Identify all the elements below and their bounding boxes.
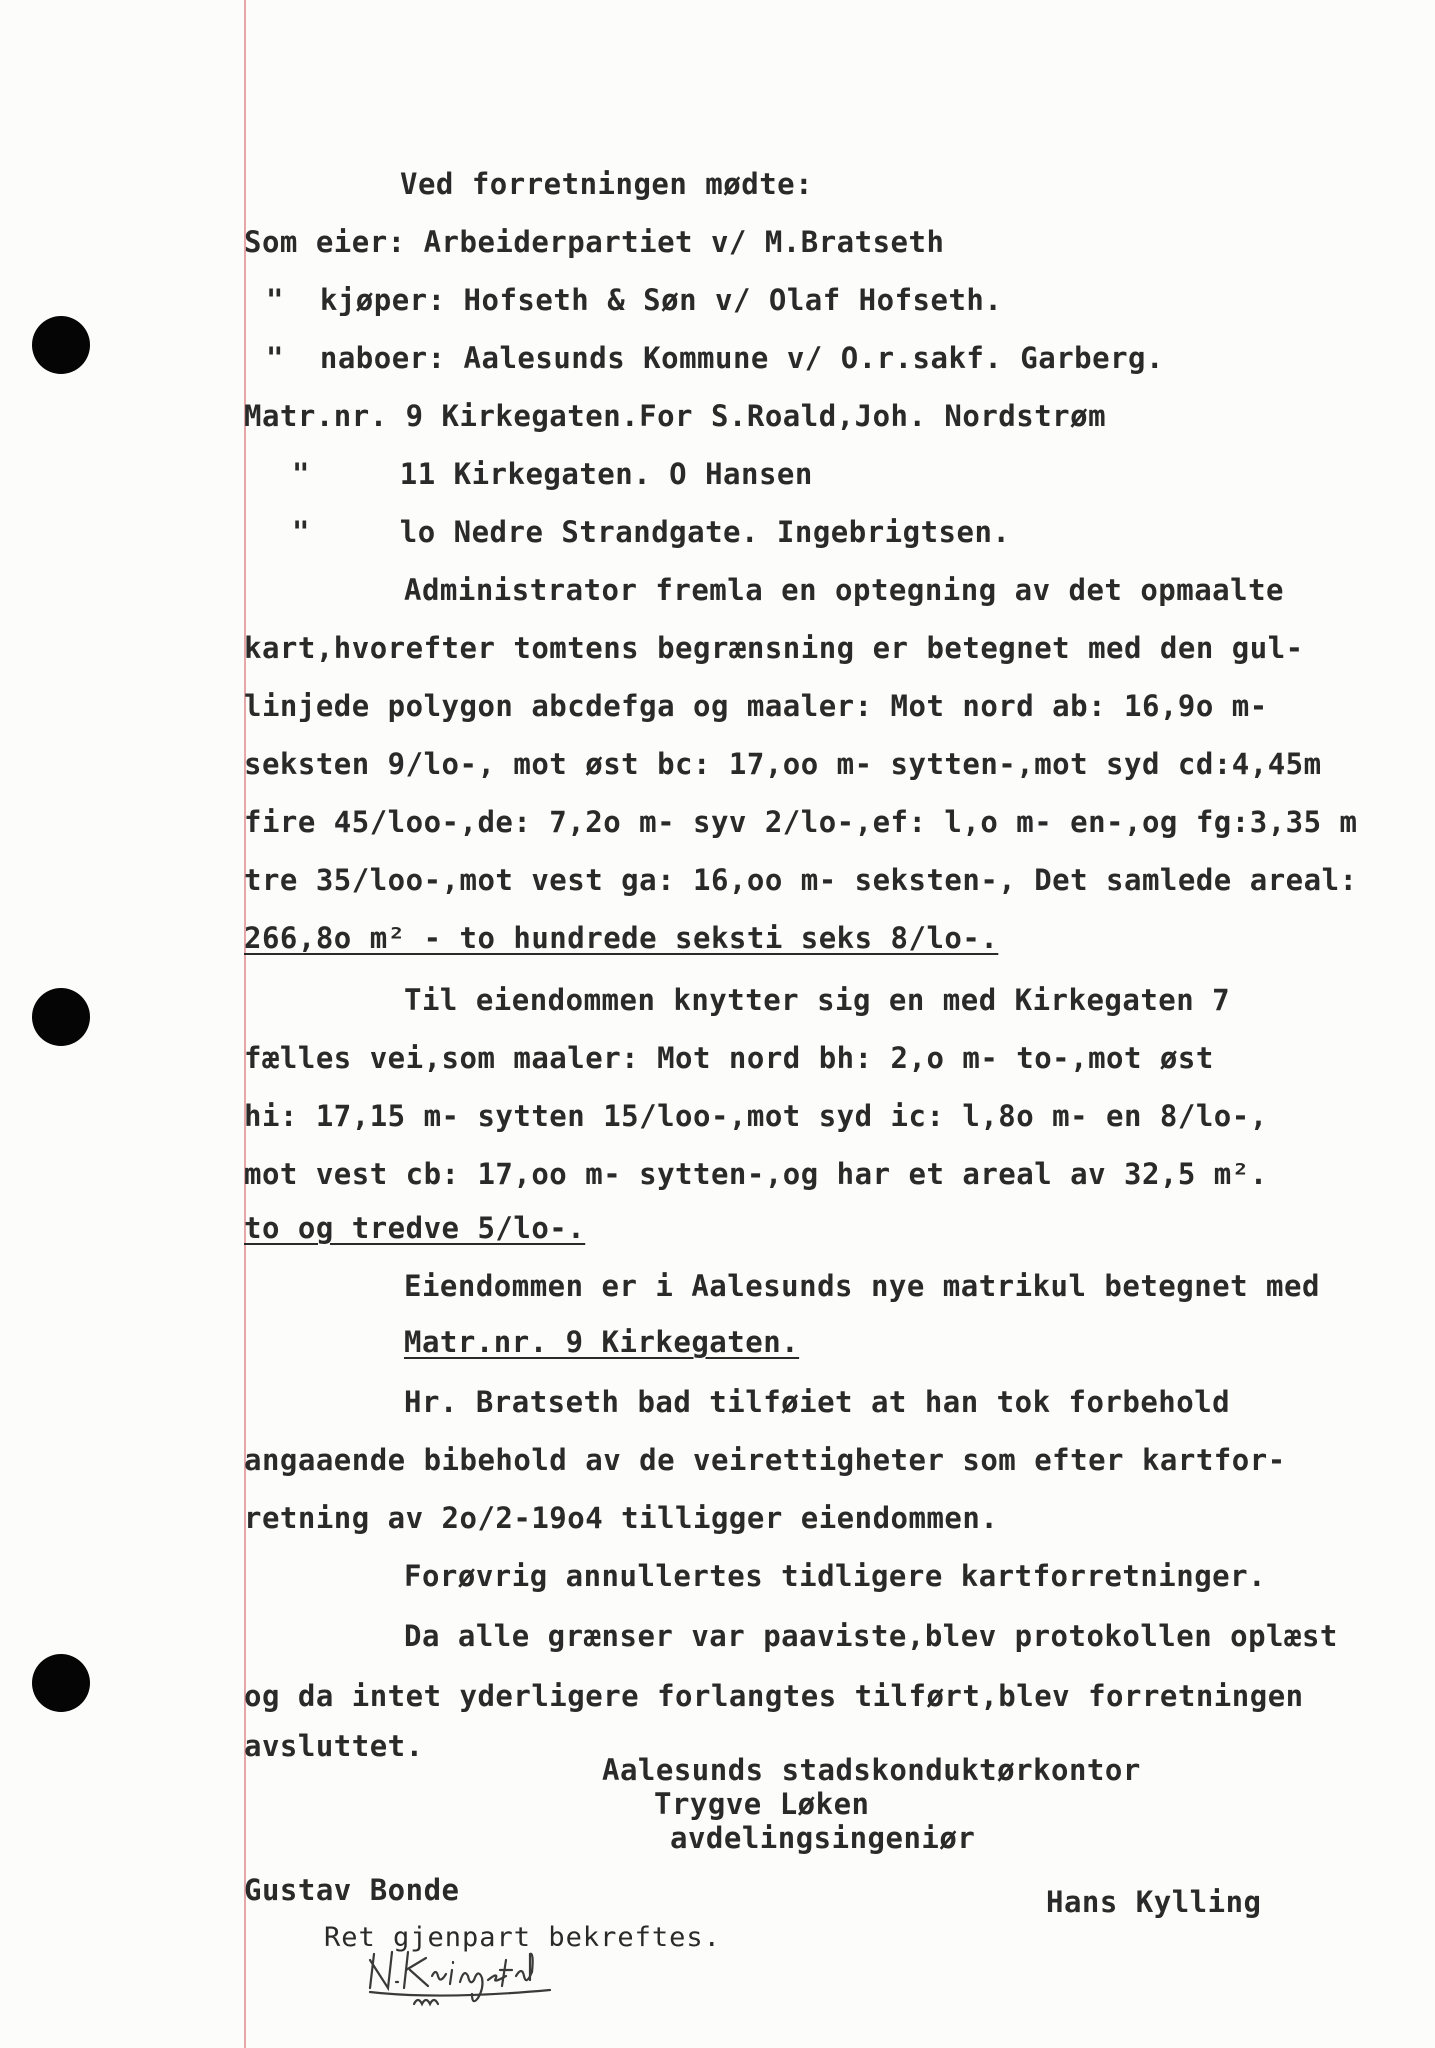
punch-hole — [32, 316, 90, 374]
text-line: " kjøper: Hofseth & Søn v/ Olaf Hofseth. — [266, 283, 1003, 317]
punch-hole — [32, 988, 90, 1046]
text-line-underlined: 266,8o m² - to hundrede seksti seks 8/lo-. — [244, 921, 999, 955]
office-name: Aalesunds stadskonduktørkontor — [602, 1753, 1141, 1787]
text-line: " lo Nedre Strandgate. Ingebrigtsen. — [292, 515, 1011, 549]
text-line: mot vest cb: 17,oo m- sytten-,og har et areal av 32,5 m². — [244, 1157, 1268, 1191]
text-line: Forøvrig annullertes tidligere kartforretninger. — [404, 1559, 1267, 1593]
text-line: Eiendommen er i Aalesunds nye matrikul betegnet med — [404, 1269, 1320, 1303]
text-line: hi: 17,15 m- sytten 15/loo-,mot syd ic: l,8o m- en 8/lo-, — [244, 1099, 1268, 1133]
text-line: " 11 Kirkegaten. O Hansen — [292, 457, 813, 491]
text-line: Administrator fremla en optegning av det opmaalte — [404, 573, 1285, 607]
text-line: " naboer: Aalesunds Kommune v/ O.r.sakf. Garberg. — [266, 341, 1164, 375]
left-signer: Gustav Bonde — [244, 1873, 460, 1907]
text-line-underlined: to og tredve 5/lo-. — [244, 1211, 586, 1245]
text-line: seksten 9/lo-, mot øst bc: 17,oo m- sytten-,mot syd cd:4,45m — [244, 747, 1322, 781]
text-line: Hr. Bratseth bad tilføiet at han tok forbehold — [404, 1385, 1231, 1419]
text-line: kart,hvorefter tomtens begrænsning er betegnet med den gul- — [244, 631, 1304, 665]
text-line: Matr.nr. 9 Kirkegaten.For S.Roald,Joh. Nordstrøm — [244, 399, 1107, 433]
certification-text: Ret gjenpart bekreftes. — [324, 1922, 721, 1953]
engineer-name: Trygve Løken — [654, 1787, 870, 1821]
text-line: tre 35/loo-,mot vest ga: 16,oo m- seksten-, Det samlede areal: — [244, 863, 1358, 897]
text-line: retning av 2o/2-19o4 tilligger eiendommen. — [244, 1501, 999, 1535]
engineer-title: avdelingsingeniør — [670, 1821, 976, 1855]
handwritten-signature — [330, 1930, 670, 2010]
text-line: Som eier: Arbeiderpartiet v/ M.Bratseth — [244, 225, 945, 259]
right-signer: Hans Kylling — [1046, 1885, 1262, 1919]
text-line: angaaende bibehold av de veirettigheter som efter kartfor- — [244, 1443, 1286, 1477]
text-line-underlined: Matr.nr. 9 Kirkegaten. — [404, 1325, 800, 1359]
text-line: og da intet yderligere forlangtes tilført,blev forretningen — [244, 1679, 1304, 1713]
text-line: fælles vei,som maaler: Mot nord bh: 2,o m- to-,mot øst — [244, 1041, 1214, 1075]
text-line: Ved forretningen mødte: — [400, 167, 814, 201]
text-line: fire 45/loo-,de: 7,2o m- syv 2/lo-,ef: l,o m- en-,og fg:3,35 m — [244, 805, 1358, 839]
punch-hole — [32, 1654, 90, 1712]
text-line: Til eiendommen knytter sig en med Kirkegaten 7 — [404, 983, 1231, 1017]
text-line: avsluttet. — [244, 1729, 424, 1763]
text-line: Da alle grænser var paaviste,blev protokollen oplæst — [404, 1619, 1338, 1653]
text-line: linjede polygon abcdefga og maaler: Mot nord ab: 16,9o m- — [244, 689, 1268, 723]
